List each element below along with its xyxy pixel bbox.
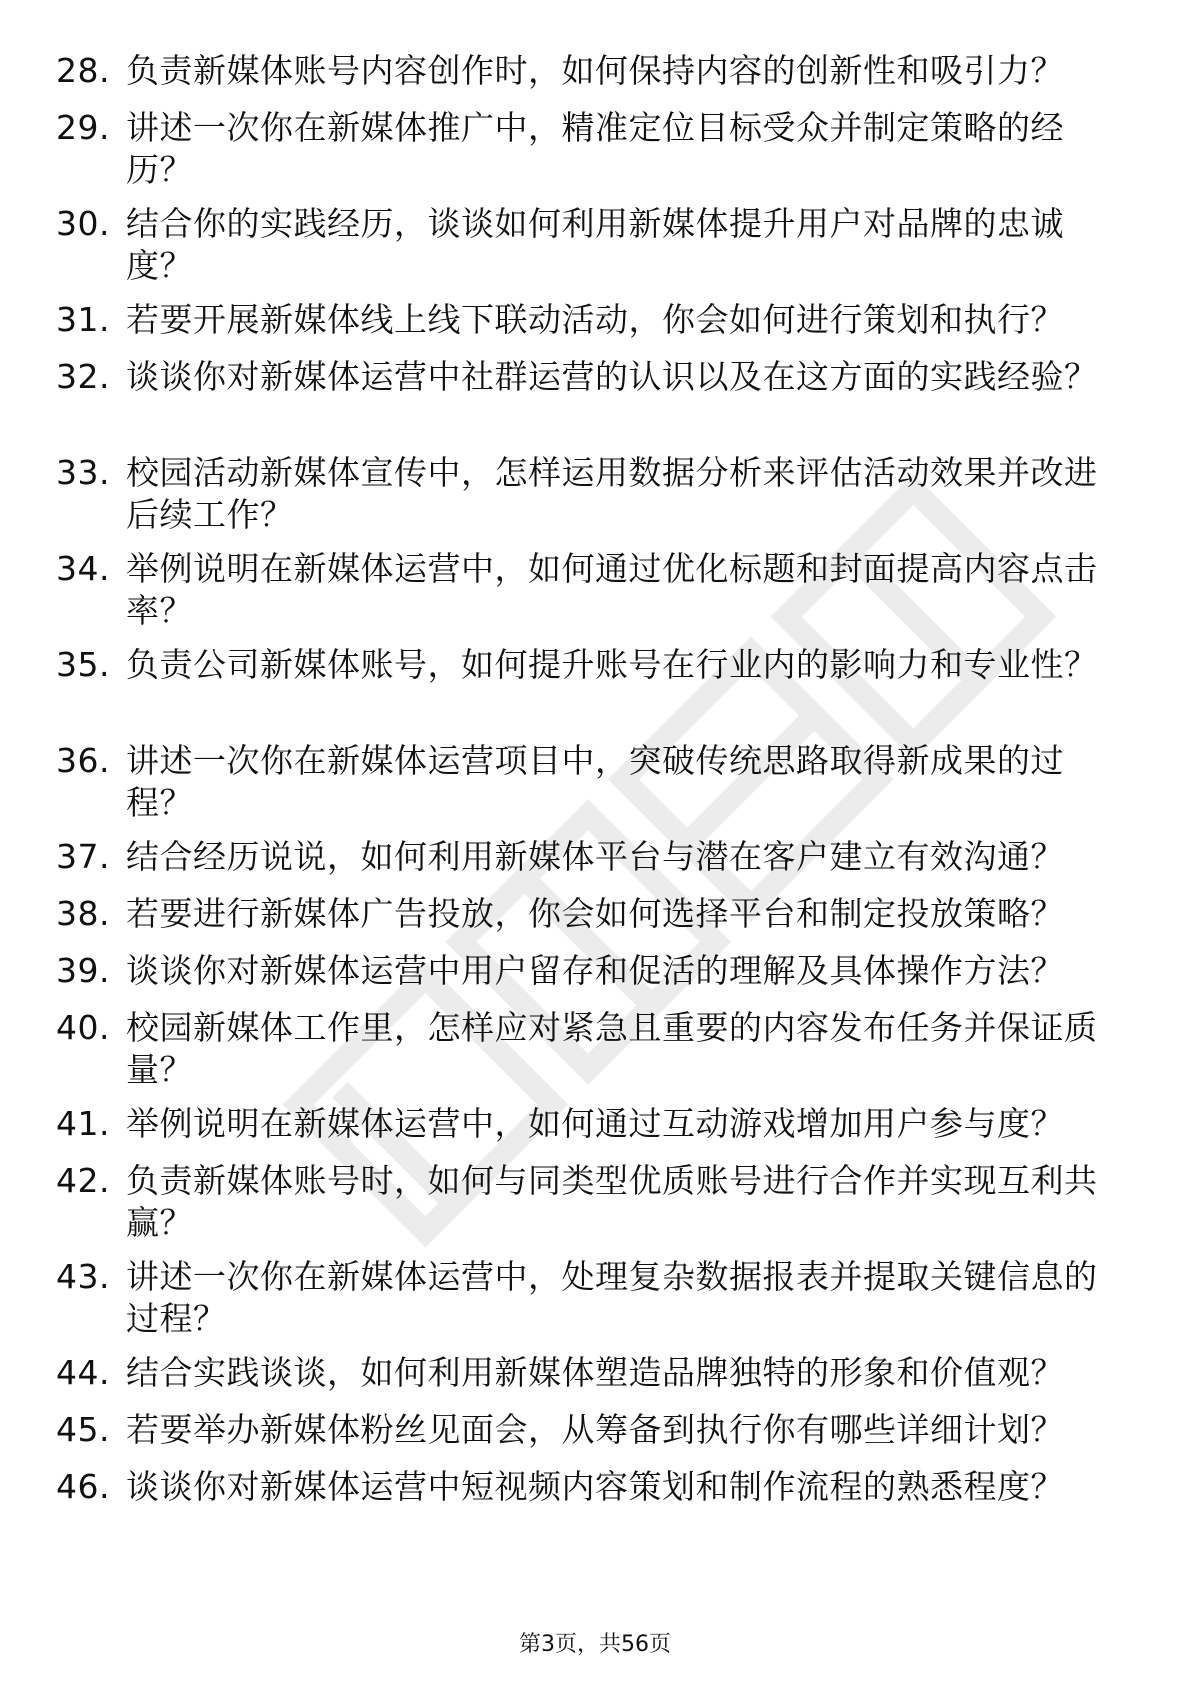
question-number: 32. [56, 357, 110, 396]
question-text: 负责公司新媒体账号，如何提升账号在行业内的影响力和专业性？ [126, 645, 1098, 684]
question-text: 讲述一次你在新媒体运营项目中，突破传统思路取得新成果的过程？ [126, 741, 1064, 822]
question-number: 42. [56, 1161, 110, 1200]
question-number: 41. [56, 1104, 110, 1143]
question-number: 39. [56, 951, 110, 990]
question-text: 校园活动新媒体宣传中，怎样运用数据分析来评估活动效果并改进后续工作？ [126, 453, 1098, 534]
question-text: 结合经历说说，如何利用新媒体平台与潜在客户建立有效沟通？ [126, 837, 1064, 876]
question-text: 举例说明在新媒体运营中，如何通过优化标题和封面提高内容点击率？ [126, 549, 1098, 630]
question-text: 负责新媒体账号时，如何与同类型优质账号进行合作并实现互利共赢？ [126, 1161, 1098, 1242]
question-text: 结合实践谈谈，如何利用新媒体塑造品牌独特的形象和价值观？ [126, 1353, 1064, 1392]
question-number: 44. [56, 1353, 110, 1392]
question-text: 若要举办新媒体粉丝见面会，从筹备到执行你有哪些详细计划？ [126, 1410, 1064, 1449]
question-number: 45. [56, 1410, 110, 1449]
question-text: 讲述一次你在新媒体推广中，精准定位目标受众并制定策略的经历？ [126, 108, 1064, 189]
question-text: 举例说明在新媒体运营中，如何通过互动游戏增加用户参与度？ [126, 1104, 1064, 1143]
question-number: 38. [56, 894, 110, 933]
question-number: 34. [56, 549, 110, 588]
question-text: 讲述一次你在新媒体运营中，处理复杂数据报表并提取关键信息的过程？ [126, 1257, 1098, 1338]
question-number: 40. [56, 1008, 110, 1047]
question-text: 谈谈你对新媒体运营中短视频内容策划和制作流程的熟悉程度？ [126, 1467, 1064, 1506]
question-text: 谈谈你对新媒体运营中社群运营的认识以及在这方面的实践经验？ [126, 357, 1098, 396]
question-number: 43. [56, 1257, 110, 1296]
question-text: 校园新媒体工作里，怎样应对紧急且重要的内容发布任务并保证质量？ [126, 1008, 1098, 1089]
question-number: 31. [56, 300, 110, 339]
question-number: 35. [56, 645, 110, 684]
page-number-footer: 第3页，共56页 [519, 1632, 671, 1657]
question-text: 谈谈你对新媒体运营中用户留存和促活的理解及具体操作方法？ [126, 951, 1064, 990]
question-text: 若要开展新媒体线上线下联动活动，你会如何进行策划和执行？ [126, 300, 1064, 339]
question-number: 28. [56, 51, 110, 90]
question-number: 33. [56, 453, 110, 492]
question-number: 30. [56, 204, 110, 243]
question-text: 若要进行新媒体广告投放，你会如何选择平台和制定投放策略？ [126, 894, 1064, 933]
question-number: 29. [56, 108, 110, 147]
question-number: 36. [56, 741, 110, 780]
question-number: 46. [56, 1467, 110, 1506]
question-number: 37. [56, 837, 110, 876]
question-text: 结合你的实践经历，谈谈如何利用新媒体提升用户对品牌的忠诚度？ [126, 204, 1064, 285]
question-text: 负责新媒体账号内容创作时，如何保持内容的创新性和吸引力？ [126, 51, 1064, 90]
